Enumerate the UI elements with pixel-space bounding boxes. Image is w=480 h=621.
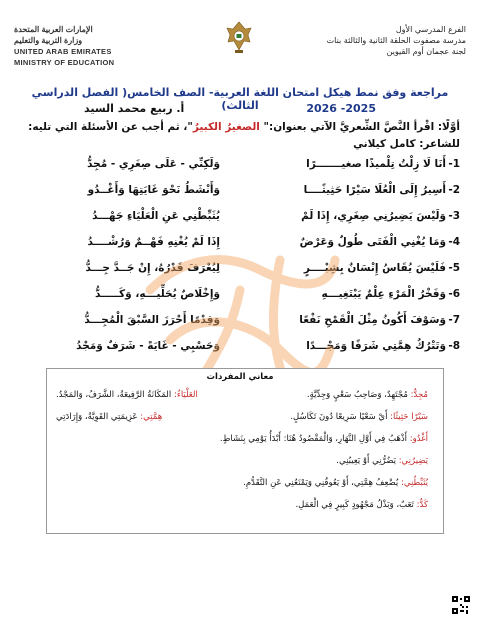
verse-second-half: يُثَبِّطْنِي عَنِ الْعَلْيَاءِ جَهْـــدُ (92, 210, 220, 222)
vocab-definition: يَضُرُّنِي أَوْ يَعِيبُنِي. (336, 456, 399, 466)
verse-second-half: إِذَا لَمْ يُغْنِهِ فَهْــمٌ وَرُشْــــدُ (87, 236, 220, 248)
verse-number: 1- (448, 158, 460, 170)
verse-first-half: وَتَتْرُكُ هِمَّتِي شَرَفًا وَمَجْـــدًا (306, 340, 446, 352)
vocab-definition: أَذْهَبُ فِي أَوَّلِ النَّهَارِ، وَالْمَقْصُودُ هُنَا: أَبْدَأُ يَوْمِي بِنَشَاطٍ. (219, 434, 410, 444)
vocab-definition: مُجْتَهِدٌ، وَصَاحِبُ سَعْيٍ وَجِدِّيَّةٍ. (306, 390, 411, 400)
title-row-2 (24, 102, 456, 116)
vocab-definition: المَكَانَةُ الرَّفِيعَةُ، الشَّرَفُ، وَالمَجْدُ. (56, 390, 174, 400)
vocab-term: مُجِدٌّ: (410, 390, 428, 400)
verse-second-half: لِيُعْرَفَ قَدْرُهُ، إِنْ جَــدَّ جِـــدُّ (85, 262, 220, 274)
vocab-term: سَيْرًا حَثِيثًا: (390, 412, 428, 422)
qr-code-icon (452, 596, 470, 614)
verse-row (20, 158, 460, 174)
vocab-definition: أَيْ سَعْيًا سَرِيعًا دُونَ تَكَاسُلٍ. (290, 412, 391, 422)
vocab-definition: عَزِيمَتِي القَوِيَّةُ، وَإِرَادَتِي (56, 412, 141, 422)
vocab-entry (56, 390, 198, 400)
verse-second-half: وَإِخْلَاصٌ يُحَلِّيـــهِ، وَكَـــــدُّ (95, 288, 220, 300)
poem-title: الصغيرُ الكبيرُ (192, 121, 264, 133)
verse-row (20, 288, 460, 304)
verse-number: 5- (448, 262, 460, 274)
vocab-entry (243, 478, 428, 488)
ministry-name-ar-1: الإمارات العربية المتحدة (14, 25, 93, 34)
poet-name: للشاعر: كامل كيلاني (353, 138, 460, 150)
vocab-definition: يُضْعِفُ هِمَّتِي، أَوْ يَعُوقُنِي وَيَمْنَعُنِي عَنِ التَّقَدُّمِ. (243, 478, 402, 488)
vocab-entry (56, 412, 162, 422)
verse-first-half: وَلَيْسَ يَضِيرُنِي صِغَرِي، إِذَا لَمْ (301, 210, 446, 222)
verse-first-half: أَنَا لَا زِلْتُ تِلْميذًا صغيـــــــرًا (306, 158, 446, 170)
verse-row (20, 210, 460, 226)
vocab-definition: تَعَبٌ، وَبَذْلُ مَجْهُودٍ كَبِيرٍ فِي الْعَمَلِ. (295, 500, 417, 510)
vocab-term: كَدٌّ: (416, 500, 428, 510)
verse-row (20, 314, 460, 330)
verse-number: 3- (448, 210, 460, 222)
uae-emblem-icon (224, 20, 254, 56)
vocab-term: العَلْيَاءُ: (173, 390, 198, 400)
teacher-name: أ. ربيع محمد السيد (84, 102, 185, 115)
ministry-name-en-2: MINISTRY OF EDUCATION (14, 58, 115, 67)
verse-first-half: وَمَا يُغْنِي الْفَتَى طُولٌ وَعَرْضٌ (299, 236, 446, 248)
verse-number: 8- (448, 340, 460, 352)
intro-after: "، ثم أجب عن الأسئلة التي تليه: (28, 121, 193, 133)
school-header (256, 24, 466, 57)
verse-number: 2- (448, 184, 460, 196)
verse-first-half: وَفَخْرُ الْمَرْءِ عِلْمٌ يَبْتَغِيـــهِ (321, 288, 446, 300)
vocab-term: يُثَبِّطُنِي: (401, 478, 428, 488)
verse-first-half: فَلَيْسَ يُقَاسُ إِنْسَانٌ بِشِبْــــرٍ (303, 262, 446, 274)
verse-row (20, 184, 460, 200)
verse-second-half: وَحَسْبِي - غَايَةً - شَرَفٌ وَمَجْدُ (76, 340, 220, 352)
intro-before: أوَّلًا: اقْرأ النَّصَّ الشِّعريَّ الآتي بعنوان:" (263, 121, 460, 133)
vocab-entry (290, 412, 428, 422)
question-intro (20, 121, 460, 133)
verse-first-half: أَسِيرُ إِلَى الْعُلَا سَيْرًا حَثِيثًــــا (303, 184, 446, 196)
exam-title: مراجعة وفق نمط هيكل امتحان اللغة العربية- الصف الخامس( الفصل الدراسي الثالث) (31, 86, 449, 112)
school-line-1: الفرع المدرسي الأول (395, 25, 466, 34)
ministry-name-en-1: UNITED ARAB EMIRATES (14, 47, 112, 56)
vocab-term: يَضِيرُنِي: (398, 456, 428, 466)
vocabulary-title: معاني المفردات (206, 372, 274, 382)
verse-number: 6- (448, 288, 460, 300)
vocab-entry (295, 500, 428, 510)
ministry-header (14, 24, 154, 68)
verse-second-half: وَقِدْمًا أَحْرَزَ السَّبْقَ الْمُجِـــدُّ (84, 314, 220, 326)
vocab-entry (220, 434, 428, 444)
verse-number: 7- (448, 314, 460, 326)
verse-row (20, 262, 460, 278)
verse-second-half: وَلَكِنِّي - عَلَى صِغَرِي - مُجِدُّ (87, 158, 220, 170)
vocab-entry (307, 390, 428, 400)
verse-number: 4- (448, 236, 460, 248)
school-line-3: لجنة عجمان أوم القيوين (386, 47, 466, 56)
verse-row (20, 340, 460, 356)
verse-row (20, 236, 460, 252)
school-line-2: مدرسة مصفوت الحلقة الثانية والثالثة بنات (326, 36, 466, 45)
verse-first-half: وَسَوْفَ أَكُونُ مِثْلَ الْقَمْحِ نَفْعًا (299, 314, 446, 326)
vocab-term: هِمَّتِي: (140, 412, 163, 422)
verse-second-half: وَأَنْشَطُ نَحْوَ غَايَتِهَا وَأَغْــدُو (87, 184, 220, 196)
vocab-term: أَغْدُو: (409, 434, 428, 444)
ministry-name-ar-2: وزارة التربية والتعليم (14, 36, 83, 45)
vocab-entry (336, 456, 428, 466)
academic-year: 2025- 2026 (306, 102, 376, 115)
